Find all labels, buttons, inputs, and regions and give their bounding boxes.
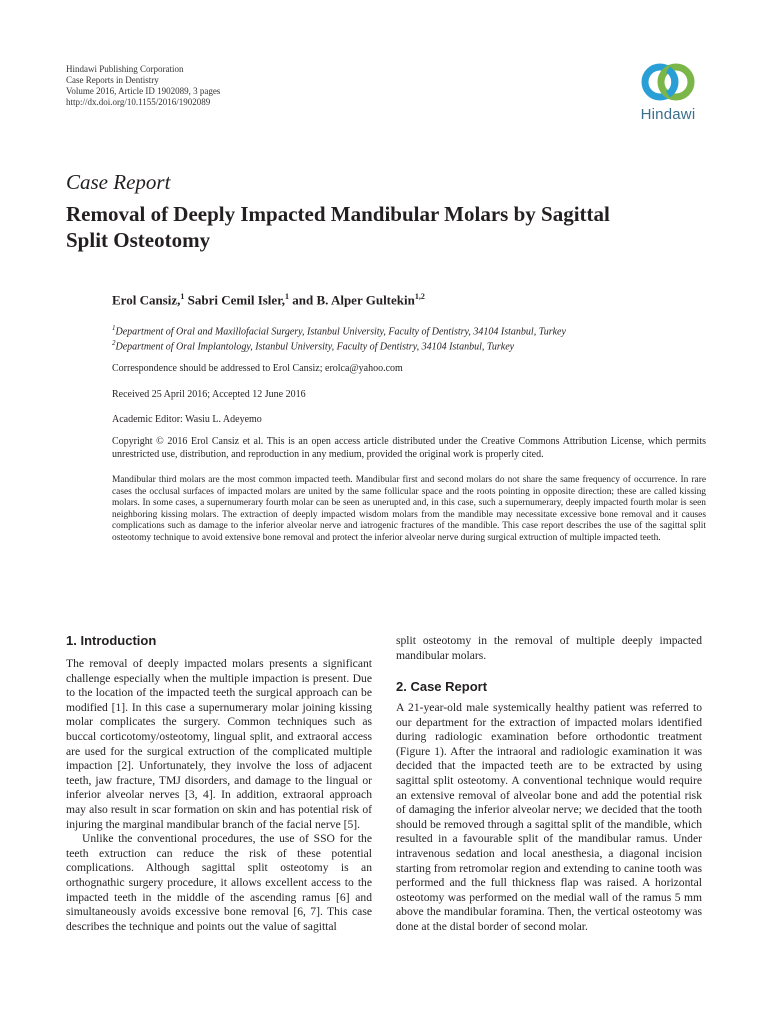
affiliation-text: Department of Oral and Maxillofacial Surgery, Istanbul University, Faculty of Dentistry, 34104 Istanbul, Turkey [115, 326, 566, 338]
author-affiliation-ref: 1,2 [414, 292, 425, 301]
doi-link[interactable]: http://dx.doi.org/10.1155/2016/1902089 [66, 97, 211, 107]
section-heading-case-report: 2. Case Report [396, 679, 488, 694]
publisher-name: Hindawi Publishing Corporation [66, 64, 184, 74]
publication-info [66, 64, 220, 108]
correspondence: Correspondence should be addressed to Erol Cansiz; erolca@yahoo.com [112, 363, 403, 374]
affiliation-text: Department of Oral Implantology, Istanbul University, Faculty of Dentistry, 34104 Istanbul, Turkey [115, 341, 515, 353]
paragraph: The removal of deeply impacted molars presents a significant challenge especially when the multiple impaction is present. Due to the location of the impacted teeth the surgical approach can be modified [1]. In this case a supernumerary molar joining kissing molar complicates the surgery. Common techniques such as buccal corticotomy/osteotomy, lingual split, and extraoral access are used for the surgical extruction of the complicated multiple impaction [2]. Unfortunately, they involve the loss of adjacent teeth, jaw fracture, TMJ disorders, and damage to the lingual or inferior alveolar nerves [3, 4]. In addition, extraoral approach may also result in scar formation on skin and has potential risk of injuring the marginal mandibular branch of the facial nerve [5]. [66, 657, 372, 831]
journal-name: Case Reports in Dentistry [66, 75, 159, 85]
author-name: and B. Alper Gultekin [292, 292, 415, 308]
copyright-notice: Copyright © 2016 Erol Cansiz et al. This is an open access article distributed under the Creative Commons Attribution License, which permits unrestricted use, distribution, and reproduction in any medium, provided the original work is properly cited. [112, 436, 706, 460]
abstract: Mandibular third molars are the most common impacted teeth. Mandibular first and second molars do not share the same frequency of occurrence. In rare cases the occlusal surfaces of impacted molars are united by the same follicular space and the roots pointing in opposite direction; these are called kissing molars. In some cases, a supernumerary fourth molar can be seen as unerupted and, in this case, such a supernumerary, deeply impacted fourth molar is seen neighboring kissing molars. The extraction of deeply impacted wisdom molars from the mandible may necessitate excessive bone removal and it causes complications such as damage to the inferior alveolar nerve and iatrogenic fractures of the mandible. This case report describes the use of the sagittal split osteotomy technique to avoid extensive bone removal and protect the inferior alveolar nerve during surgical extruction of multiple impacted teeth. [112, 475, 706, 543]
author-list [112, 292, 425, 308]
affiliation [112, 339, 514, 352]
left-column [66, 657, 372, 934]
logo-text: Hindawi [640, 106, 696, 123]
publisher-logo [630, 60, 706, 123]
article-type: Case Report [66, 170, 171, 194]
paragraph: split osteotomy in the removal of multiple deeply impacted mandibular molars. [396, 634, 702, 662]
author-affiliation-ref: 1 [285, 292, 290, 301]
affiliation-number: 1 [112, 324, 116, 332]
author-name: Sabri Cemil Isler, [187, 292, 286, 308]
academic-editor: Academic Editor: Wasiu L. Adeyemo [112, 414, 262, 425]
paragraph: Unlike the conventional procedures, the use of SSO for the teeth extruction can reduce the risk of these potential complications. Although sagittal split osteotomy is an orthognathic surgery procedure, it allows excellent access to the impacted teeth in the middle of the ascending ramus [6] and simultaneously avoids excessive bone removal [6, 7]. This case describes the technique and points out the value of sagittal [66, 832, 372, 933]
right-column-top [396, 634, 702, 663]
received-dates: Received 25 April 2016; Accepted 12 June 2016 [112, 389, 306, 400]
volume-info: Volume 2016, Article ID 1902089, 3 pages [66, 86, 221, 96]
affiliation-number: 2 [112, 339, 116, 347]
right-column [396, 701, 702, 935]
hindawi-rings-icon [639, 60, 697, 104]
affiliation [112, 324, 566, 337]
section-heading-introduction: 1. Introduction [66, 633, 157, 648]
author-name: Erol Cansiz, [112, 292, 181, 308]
article-title: Removal of Deeply Impacted Mandibular Molars by Sagittal Split Osteotomy [66, 202, 610, 252]
author-affiliation-ref: 1 [180, 292, 185, 301]
paragraph: A 21-year-old male systemically healthy patient was referred to our department for the extraction of impacted molars identified during radiologic examination before orthodontic treatment (Figure 1). After the intraoral and radiologic examination it was decided that the impacted teeth are to be extracted by using sagittal split osteotomy. A conventional technique would require an extensive removal of alveolar bone and add the potential risk of damaging the inferior alveolar nerve; we decided that the tooth should be removed through a sagittal split of the mandible, which resulted in a favourable split of the mandibular ramus. Under intravenous sedation and local anesthesia, a diagonal incision starting from retromolar region and extending to canine tooth was performed and the full thickness flap was raised. A horizontal osteotomy was performed on the medial wall of the ramus 5 mm above the mandibular foramina. Then, the vertical osteotomy was done at the distal border of second molar. [396, 701, 702, 933]
